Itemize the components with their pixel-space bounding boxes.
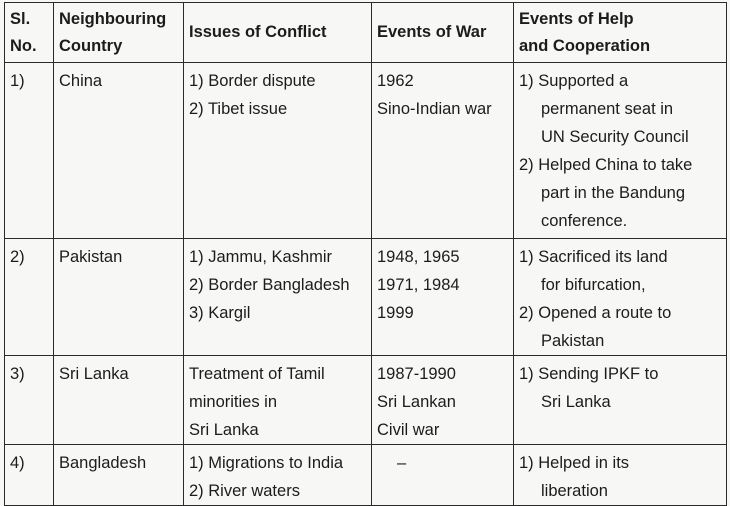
help-item: Pakistan — [541, 332, 605, 350]
cell-sl: 1) — [5, 63, 54, 239]
table-row — [5, 63, 727, 239]
cell-issues — [184, 356, 372, 445]
help-item: part in the Bandung — [541, 184, 686, 202]
cell-sl: 4) — [5, 445, 54, 506]
cell-war — [372, 239, 514, 356]
help-item: conference. — [541, 212, 628, 230]
header-war: Events of War — [372, 3, 514, 63]
issue-item: 1) Migrations to India — [189, 454, 344, 472]
help-item: UN Security Council — [541, 128, 689, 146]
cell-help — [514, 445, 727, 506]
header-help-line1: Events of Help — [519, 9, 634, 28]
help-item: permanent seat in — [541, 100, 674, 118]
cell-war — [372, 356, 514, 445]
war-item: 1971, 1984 — [377, 276, 460, 294]
war-item: 1962 — [377, 72, 414, 90]
header-issues: Issues of Conflict — [184, 3, 372, 63]
cell-issues — [184, 239, 372, 356]
issue-item: 2) Tibet issue — [189, 100, 288, 118]
war-item: 1948, 1965 — [377, 248, 460, 266]
war-item: 1987-1990 — [377, 365, 456, 383]
table-row — [5, 239, 727, 356]
header-sl-line2: No. — [10, 36, 37, 55]
cell-country: Sri Lanka — [54, 356, 184, 445]
cell-country: China — [54, 63, 184, 239]
header-sl-line1: Sl. — [10, 9, 31, 28]
cell-help — [514, 63, 727, 239]
war-item: – — [397, 454, 407, 472]
cell-sl: 2) — [5, 239, 54, 356]
help-item: 1) Supported a — [519, 72, 629, 90]
conflict-cooperation-table-wrapper — [4, 2, 726, 498]
header-country-line2: Country — [59, 36, 123, 55]
cell-help — [514, 239, 727, 356]
cell-sl: 3) — [5, 356, 54, 445]
header-help-line2: and Cooperation — [519, 36, 651, 55]
help-item: 2) Helped China to take — [519, 156, 693, 174]
cell-country: Bangladesh — [54, 445, 184, 506]
help-item: for bifurcation, — [541, 276, 646, 294]
help-item: 2) Opened a route to — [519, 304, 672, 322]
header-help — [514, 3, 727, 63]
help-item: 1) Sacrificed its land — [519, 248, 668, 266]
help-item: Sri Lanka — [541, 393, 611, 411]
help-item: 1) Helped in its — [519, 454, 630, 472]
issue-item: Sri Lanka — [189, 421, 259, 439]
war-item: Sino-Indian war — [377, 100, 492, 118]
issue-item: 2) River waters — [189, 482, 300, 500]
issue-item: Treatment of Tamil — [189, 365, 325, 383]
war-item: 1999 — [377, 304, 414, 322]
header-row — [5, 3, 727, 63]
war-item: Civil war — [377, 421, 440, 439]
cell-help — [514, 356, 727, 445]
table-row — [5, 445, 727, 506]
neighbour-relations-table — [4, 2, 727, 506]
header-country-line1: Neighbouring — [59, 9, 167, 28]
table-row — [5, 356, 727, 445]
cell-country: Pakistan — [54, 239, 184, 356]
cell-issues — [184, 445, 372, 506]
issue-item: 2) Border Bangladesh — [189, 276, 350, 294]
header-sl-no — [5, 3, 54, 63]
cell-war — [372, 63, 514, 239]
issue-item: 1) Border dispute — [189, 72, 316, 90]
header-country — [54, 3, 184, 63]
cell-issues — [184, 63, 372, 239]
issue-item: minorities in — [189, 393, 278, 411]
cell-war — [372, 445, 514, 506]
war-item: Sri Lankan — [377, 393, 456, 411]
help-item: 1) Sending IPKF to — [519, 365, 659, 383]
issue-item: 3) Kargil — [189, 304, 251, 322]
help-item: liberation — [541, 482, 608, 500]
issue-item: 1) Jammu, Kashmir — [189, 248, 333, 266]
